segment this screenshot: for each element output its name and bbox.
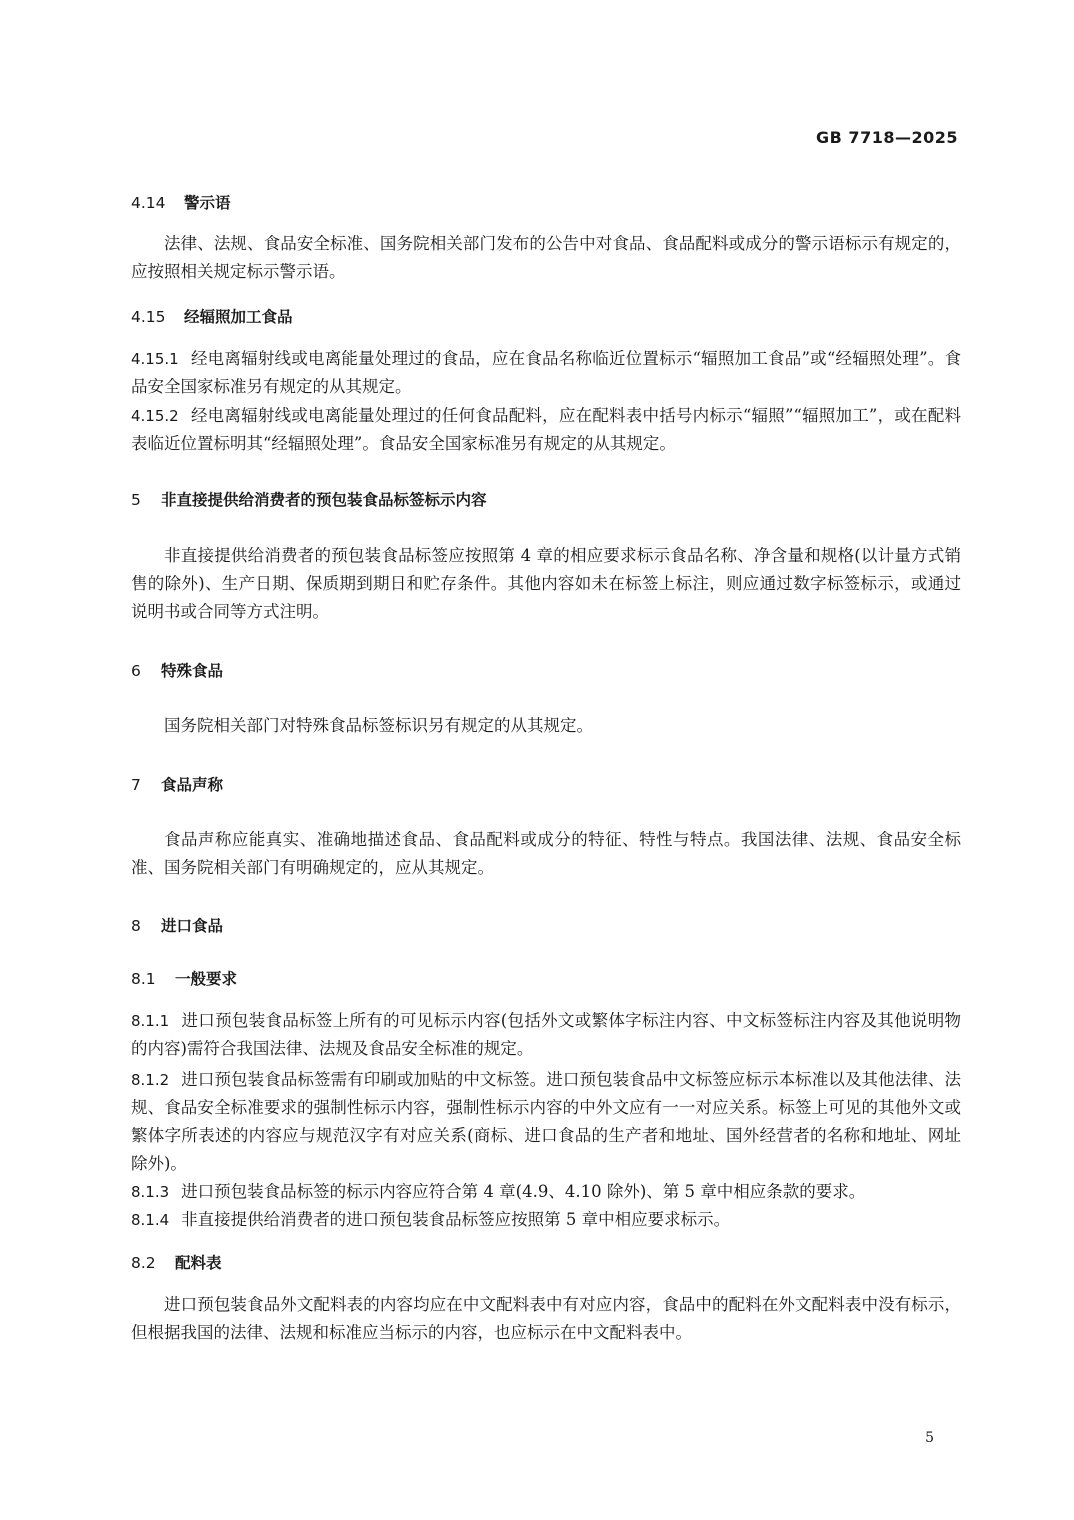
heading-title: 非直接提供给消费者的预包装食品标签标示内容 [161, 491, 487, 509]
clause-number: 4.15.1 [131, 350, 179, 368]
heading-8-2 [131, 1251, 961, 1275]
standard-code: GB 7718—2025 [816, 128, 958, 147]
heading-title: 进口食品 [161, 917, 224, 935]
paragraph-6: 国务院相关部门对特殊食品标签标识另有规定的从其规定。 [164, 716, 593, 735]
paragraph-7: 食品声称应能真实、准确地描述食品、食品配料或成分的特征、特性与特点。我国法律、法规、食品安全标准、国务院相关部门有明确规定的，应从其规定。 [131, 830, 961, 877]
clause-8-1-3 [131, 1178, 961, 1206]
heading-number: 8.2 [131, 1254, 156, 1272]
clause-4-15-2 [131, 402, 961, 458]
heading-4-14 [131, 191, 961, 215]
heading-4-15 [131, 305, 961, 329]
heading-title: 配料表 [175, 1254, 222, 1272]
heading-title: 食品声称 [161, 776, 224, 794]
page-number: 5 [925, 1430, 934, 1446]
heading-number: 4.15 [131, 308, 166, 326]
heading-number: 6 [131, 662, 141, 680]
clause-8-1-4 [131, 1206, 961, 1234]
paragraph-5: 非直接提供给消费者的预包装食品标签应按照第 4 章的相应要求标示食品名称、净含量和规格(以计量方式销售的除外)、生产日期、保质期到期日和贮存条件。其他内容如未在标签上标注，则应通过数字标签标示，或通过说明书或合同等方式注明。 [131, 546, 961, 621]
heading-title: 经辐照加工食品 [184, 308, 293, 326]
clause-text: 经电离辐射线或电离能量处理过的食品，应在食品名称临近位置标示“辐照加工食品”或“经辐照处理”。食品安全国家标准另有规定的从其规定。 [131, 349, 961, 396]
heading-number: 5 [131, 491, 141, 509]
heading-title: 警示语 [184, 194, 231, 212]
paragraph-4-14: 法律、法规、食品安全标准、国务院相关部门发布的公告中对食品、食品配料或成分的警示语标示有规定的，应按照相关规定标示警示语。 [131, 234, 961, 281]
clause-number: 4.15.2 [131, 407, 179, 425]
heading-7 [131, 773, 961, 797]
clause-8-1-1 [131, 1007, 961, 1063]
clause-text: 进口预包装食品标签上所有的可见标示内容(包括外文或繁体字标注内容、中文标签标注内容及其他说明物的内容)需符合我国法律、法规及食品安全标准的规定。 [131, 1011, 961, 1058]
heading-title: 特殊食品 [161, 662, 224, 680]
heading-8 [131, 914, 961, 938]
heading-number: 8.1 [131, 970, 156, 988]
heading-5 [131, 488, 961, 512]
clause-text: 进口预包装食品标签需有印刷或加贴的中文标签。进口预包装食品中文标签应标示本标准以及其他法律、法规、食品安全标准要求的强制性标示内容，强制性标示内容的中外文应有一一对应关系。标签上可见的其他外文或繁体字所表述的内容应与规范汉字有对应关系(商标、进口食品的生产者和地址、国外经营者的名称和地址、网址除外)。 [131, 1070, 961, 1173]
clause-8-1-2 [131, 1066, 961, 1178]
clause-number: 8.1.2 [131, 1071, 170, 1089]
heading-8-1 [131, 967, 961, 991]
paragraph-8-2: 进口预包装食品外文配料表的内容均应在中文配料表中有对应内容，食品中的配料在外文配料表中没有标示，但根据我国的法律、法规和标准应当标示的内容，也应标示在中文配料表中。 [131, 1295, 961, 1342]
heading-number: 4.14 [131, 194, 166, 212]
clause-4-15-1 [131, 345, 961, 401]
clause-text: 非直接提供给消费者的进口预包装食品标签应按照第 5 章中相应要求标示。 [181, 1210, 731, 1229]
clause-text: 进口预包装食品标签的标示内容应符合第 4 章(4.9、4.10 除外)、第 5 章中相应条款的要求。 [181, 1182, 866, 1201]
clause-number: 8.1.1 [131, 1012, 170, 1030]
heading-6 [131, 659, 961, 683]
heading-number: 8 [131, 917, 141, 935]
clause-number: 8.1.3 [131, 1183, 170, 1201]
clause-text: 经电离辐射线或电离能量处理过的任何食品配料，应在配料表中括号内标示“辐照”“辐照加工”，或在配料表临近位置标明其“经辐照处理”。食品安全国家标准另有规定的从其规定。 [131, 406, 961, 453]
heading-number: 7 [131, 776, 141, 794]
clause-number: 8.1.4 [131, 1211, 170, 1229]
heading-title: 一般要求 [175, 970, 238, 988]
